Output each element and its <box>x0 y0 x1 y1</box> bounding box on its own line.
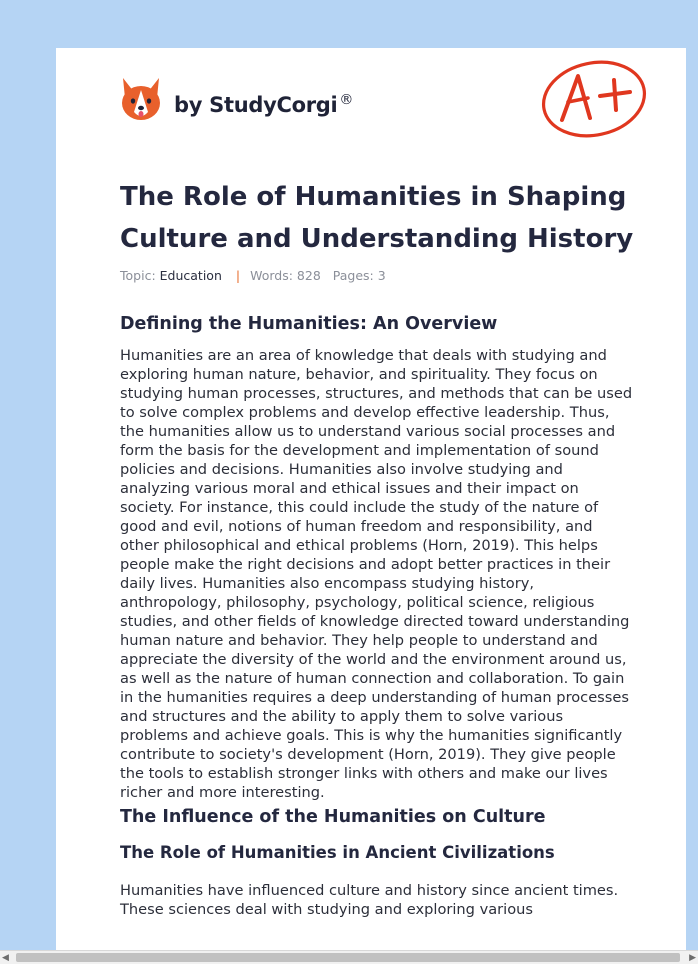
document-title: The Role of Humanities in Shaping Culture and Understanding History <box>120 182 634 254</box>
brand-name: by StudyCorgi ® <box>174 91 354 117</box>
corgi-logo-icon <box>120 76 162 122</box>
horizontal-scrollbar[interactable] <box>0 950 698 964</box>
section-heading: The Influence of the Humanities on Culture <box>120 807 546 827</box>
scrollbar-thumb[interactable] <box>16 953 680 962</box>
scroll-left-icon[interactable]: ◀ <box>2 953 9 963</box>
pages-count: 3 <box>377 268 386 283</box>
pages-label: Pages: <box>332 268 374 283</box>
brand-logo[interactable] <box>120 76 353 122</box>
section-heading: Defining the Humanities: An Overview <box>120 314 498 334</box>
topic-link[interactable]: Education <box>159 268 222 283</box>
meta-separator: | <box>235 268 241 283</box>
a-plus-stamp-icon <box>538 58 650 140</box>
document-meta <box>120 268 386 283</box>
section-paragraph: Humanities are an area of knowledge that deals with studying and exploring human nature, behavior, and spirituality. They focus on studying human processes, structures, and methods that can be used to solve complex problems and develop effective leadership. Thus, the humanities allow us to understand various social processes and form the basis for the development and implementation of sound policies and decisions. Humanities also involve studying and analyzing various moral and ethical issues and their impact on society. For instance, this could include the study of the nature of good and evil, notions of human freedom and responsibility, and other philosophical and ethical problems (Horn, 2019). This helps people make the right decisions and adopt better practices in their daily lives. Humanities also encompass studying history, anthropology, philosophy, psychology, political science, religious studies, and other fields of knowledge directed toward understanding human nature and behavior. They help people to understand and appreciate the diversity of the world and the environment around us, as well as the nature of human connection and collaboration. To gain in the humanities requires a deep understanding of human processes and structures and the ability to apply them to solve various problems and achieve goals. This is why the humanities significantly contribute to society's development (Horn, 2019). They give people the tools to establish stronger links with others and make our lives richer and more interesting. <box>120 347 633 801</box>
document-page <box>56 48 686 952</box>
subsection-heading: The Role of Humanities in Ancient Civilizations <box>120 843 555 862</box>
section-paragraph: Humanities have influenced culture and history since ancient times. These sciences deal with studying and exploring various <box>120 882 619 918</box>
words-count: 828 <box>296 268 321 283</box>
topic-label: Topic: <box>120 268 156 283</box>
document-body <box>120 312 634 919</box>
scroll-right-icon[interactable]: ▶ <box>689 953 696 963</box>
words-label: Words: <box>250 268 293 283</box>
